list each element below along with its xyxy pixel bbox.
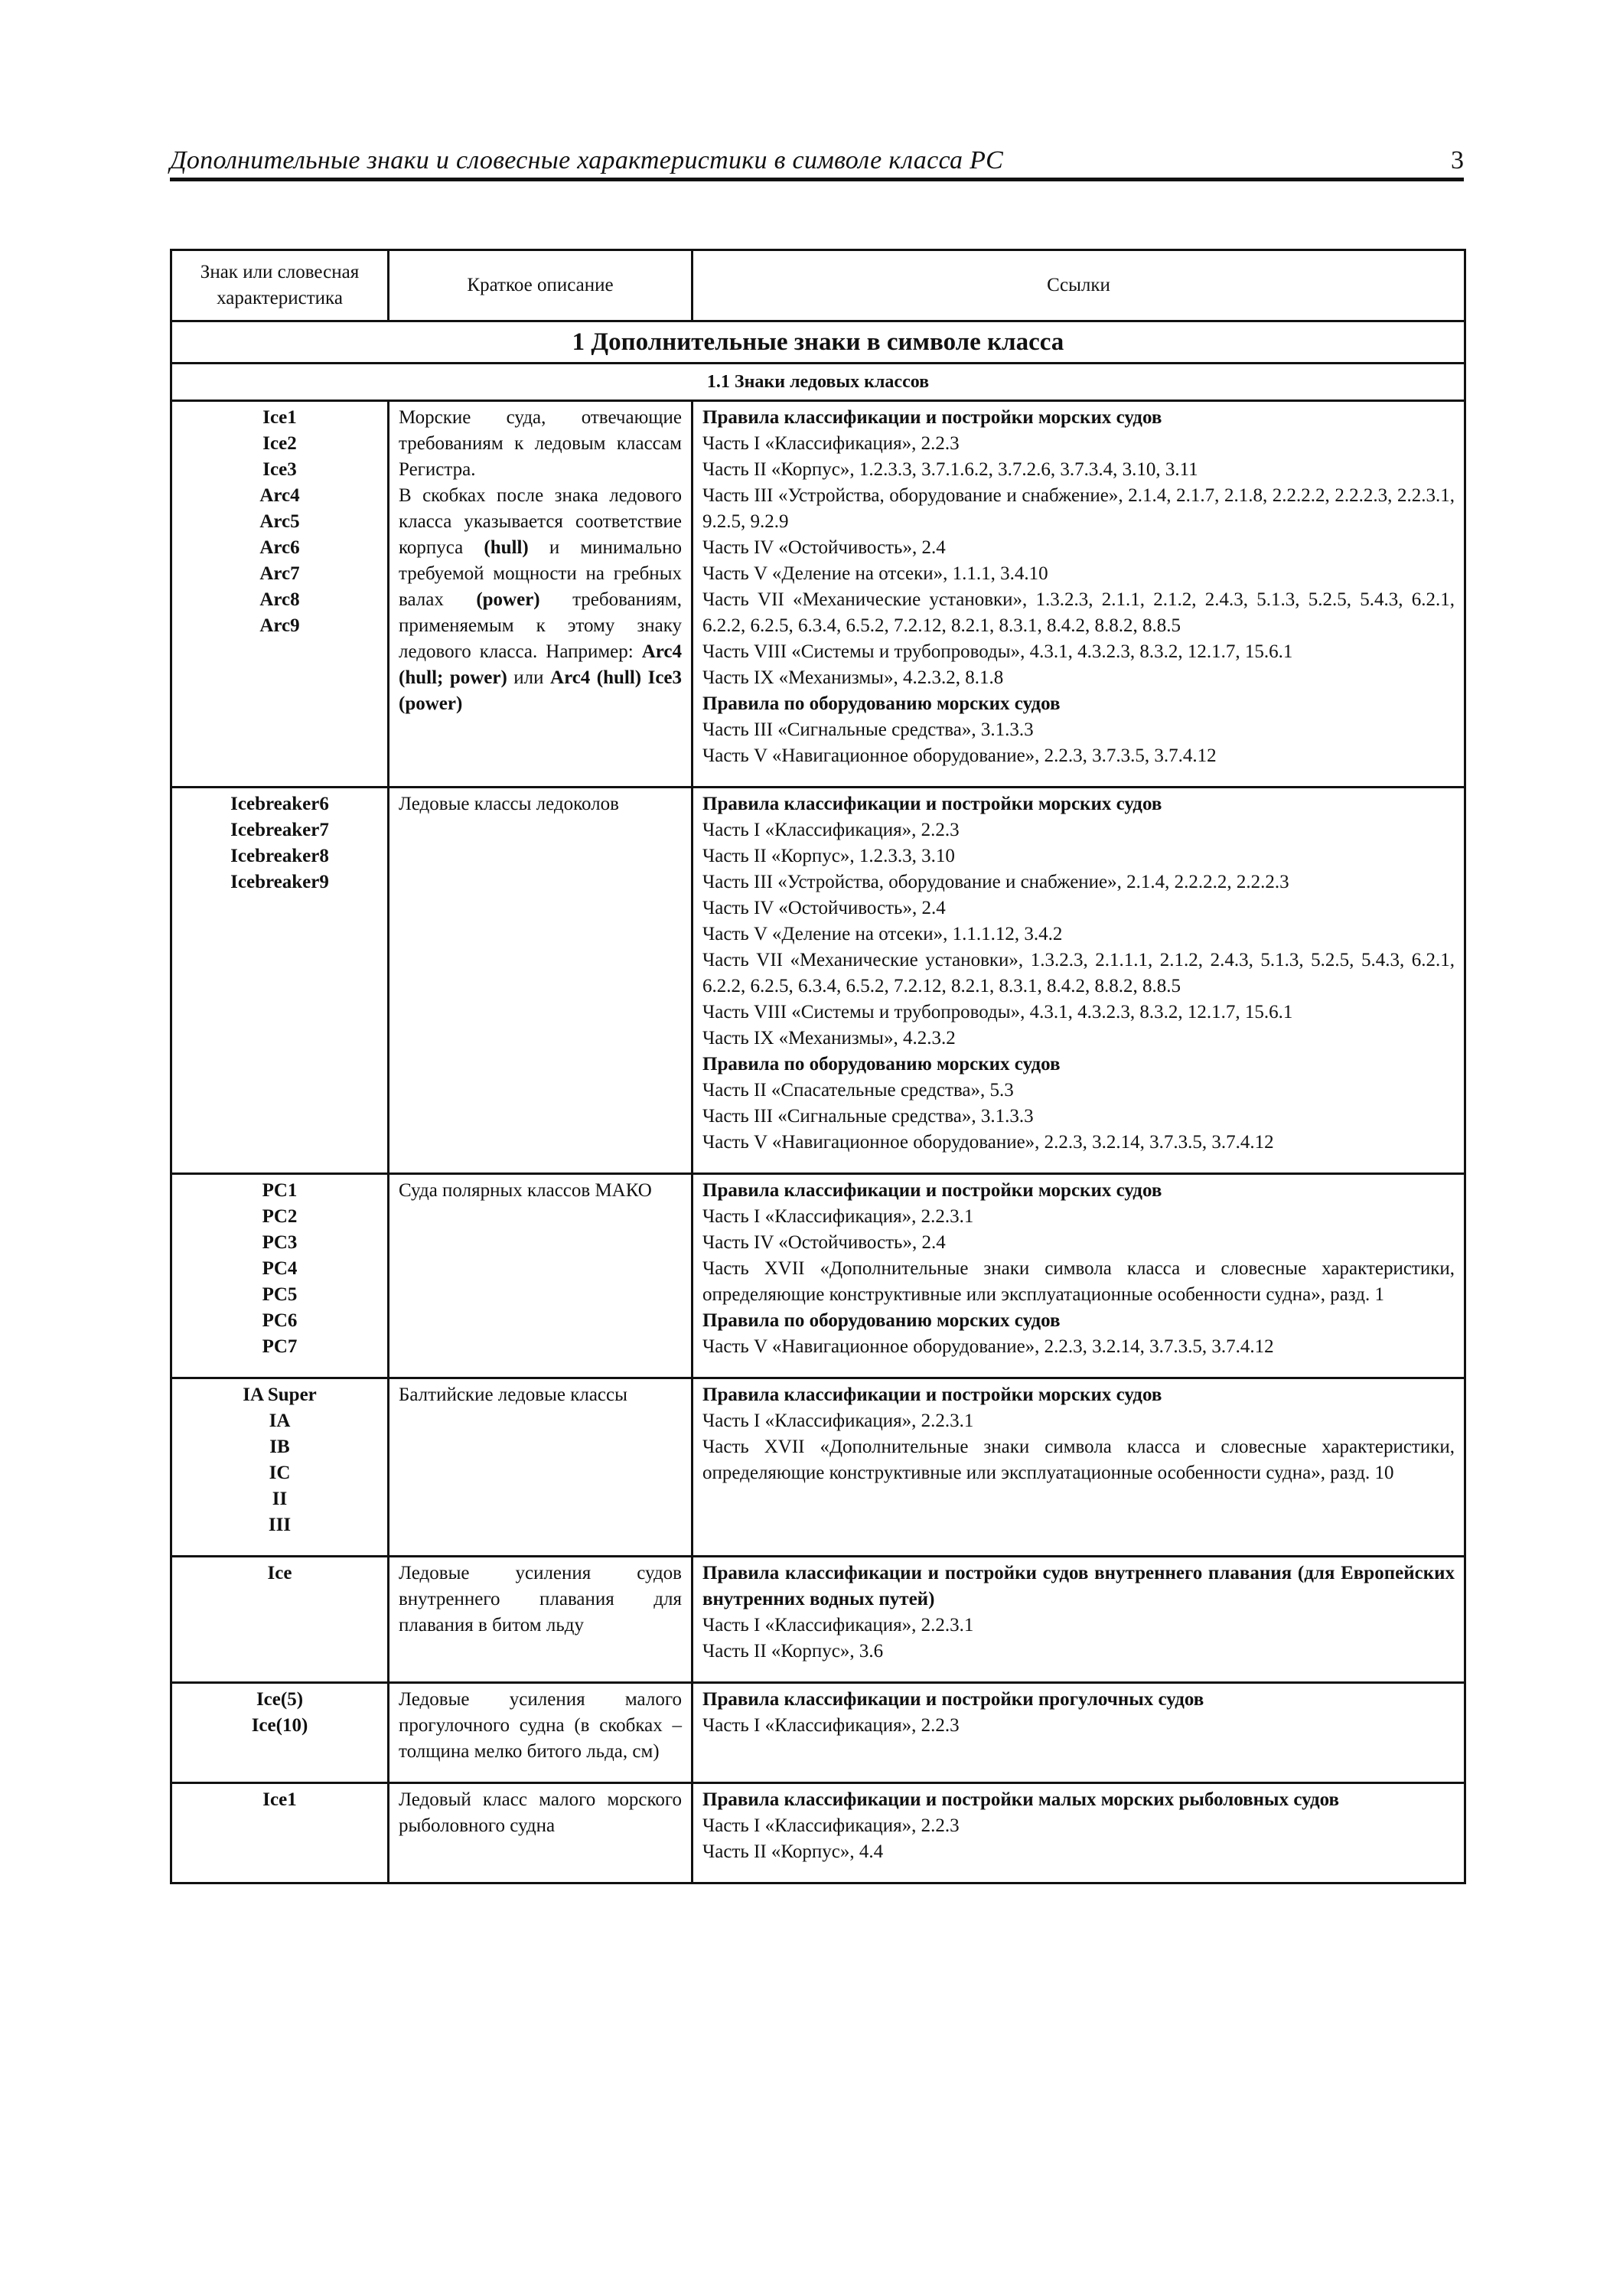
section-title: 1 Дополнительные знаки в символе класса (171, 321, 1465, 364)
mark-label: Arc6 (259, 537, 300, 558)
reference-line: Часть IV «Остойчивость», 2.4 (702, 1232, 946, 1253)
description-term: (power) (476, 589, 540, 610)
reference-line: Часть V «Деление на отсеки», 1.1.1.12, 3.4.2 (702, 924, 1063, 944)
reference-line: Часть I «Классификация», 2.2.3 (702, 820, 960, 840)
reference-line: Часть IX «Механизмы», 4.2.3.2 (702, 1028, 956, 1049)
rules-title: Правила классификации и постройки морских судов (702, 1384, 1162, 1405)
references-cell (693, 1783, 1465, 1883)
description-cell (389, 401, 693, 788)
reference-line: Часть I «Классификация», 2.2.3 (702, 1815, 960, 1836)
mark-label: Ice(10) (251, 1715, 308, 1736)
reference-line: Часть III «Устройства, оборудование и снабжение», 2.1.4, 2.1.7, 2.1.8, 2.2.2.2, 2.2.2.3, 2.2.3.1, 9.2.5, 9.2.9 (702, 485, 1455, 532)
mark-label: Icebreaker8 (230, 846, 329, 866)
marks-cell (171, 1783, 389, 1883)
reference-line: Часть XVII «Дополнительные знаки символа класса и словесные характеристики, определяющие конструктивные или эксплуатационные особенности судна», разд. 1 (702, 1258, 1455, 1305)
rules-title: Правила классификации и постройки прогулочных судов (702, 1689, 1204, 1710)
mark-label: Icebreaker7 (230, 820, 329, 840)
mark-label: IC (269, 1463, 291, 1483)
mark-label: Arc4 (259, 485, 300, 506)
mark-label: III (268, 1515, 292, 1535)
subsection-row (171, 364, 1465, 401)
mark-label: PC1 (262, 1180, 298, 1201)
reference-line: Часть I «Классификация», 2.2.3.1 (702, 1206, 974, 1227)
references-cell (693, 401, 1465, 788)
mark-label: Arc7 (259, 563, 300, 584)
description-cell: Ледовые усиления судов внутреннего плавания для плавания в битом льду (389, 1557, 693, 1683)
mark-label: II (272, 1489, 288, 1509)
description-text: или (513, 667, 544, 688)
reference-line: Часть V «Навигационное оборудование», 2.2.3, 3.2.14, 3.7.3.5, 3.7.4.12 (702, 1132, 1274, 1153)
description-cell: Балтийские ледовые классы (389, 1378, 693, 1557)
description-paragraph (399, 483, 682, 717)
marks-cell (171, 1378, 389, 1557)
description-cell: Ледовые усиления малого прогулочного судна (в скобках – толщина мелко битого льда, см) (389, 1683, 693, 1783)
description-example: Arc4 (hull) Ice3 (power) (399, 667, 683, 714)
mark-label: Arc8 (259, 589, 300, 610)
reference-line: Часть II «Корпус», 3.6 (702, 1641, 884, 1662)
table-row (171, 788, 1465, 1174)
reference-line: Часть II «Корпус», 1.2.3.3, 3.7.1.6.2, 3.7.2.6, 3.7.3.4, 3.10, 3.11 (702, 459, 1198, 480)
table-header-row (171, 250, 1465, 321)
reference-line: Часть I «Классификация», 2.2.3 (702, 433, 960, 454)
column-header-references: Ссылки (693, 250, 1465, 321)
marks-cell (171, 401, 389, 788)
header-rule (170, 178, 1464, 181)
marks-cell (171, 1683, 389, 1783)
table-row (171, 1783, 1465, 1883)
mark-label: Arc9 (259, 615, 300, 636)
description-text: В скобках после знака ледового класса указывается соответствие корпуса (399, 485, 682, 558)
rules-title: Правила по оборудованию морских судов (702, 1054, 1061, 1075)
description-paragraph: Морские суда, отвечающие требованиям к ледовым классам Регистра. (399, 407, 682, 480)
reference-line: Часть I «Классификация», 2.2.3 (702, 1715, 960, 1736)
rules-title: Правила классификации и постройки судов внутреннего плавания (для Европейских внутренних водных путей) (702, 1563, 1455, 1609)
mark-label: Arc5 (259, 511, 300, 532)
references-cell (693, 788, 1465, 1174)
references-cell (693, 1683, 1465, 1783)
reference-line: Часть IV «Остойчивость», 2.4 (702, 898, 946, 918)
column-header-mark: Знак или словесная характеристика (171, 250, 389, 321)
table-row (171, 1174, 1465, 1378)
mark-label: PC2 (262, 1206, 298, 1227)
reference-line: Часть I «Классификация», 2.2.3.1 (702, 1411, 974, 1431)
mark-label: Ice3 (262, 459, 297, 480)
description-text: требованиям, применяемым к этому знаку ледового класса. Например: (399, 589, 683, 662)
references-cell (693, 1378, 1465, 1557)
marks-table (170, 249, 1466, 1884)
section-row (171, 321, 1465, 364)
reference-line: Часть II «Корпус», 1.2.3.3, 3.10 (702, 846, 955, 866)
references-cell (693, 1557, 1465, 1683)
mark-label: PC7 (262, 1336, 298, 1357)
mark-label: PC5 (262, 1284, 298, 1305)
rules-title: Правила классификации и постройки морских судов (702, 1180, 1162, 1201)
table-row (171, 1683, 1465, 1783)
rules-title: Правила классификации и постройки морских судов (702, 407, 1162, 428)
rules-title: Правила классификации и постройки малых морских рыболовных судов (702, 1789, 1340, 1810)
reference-line: Часть III «Сигнальные средства», 3.1.3.3 (702, 1106, 1034, 1127)
reference-line: Часть II «Спасательные средства», 5.3 (702, 1080, 1014, 1101)
description-term: (hull) (484, 537, 529, 558)
mark-label: PC4 (262, 1258, 298, 1279)
subsection-title: 1.1 Знаки ледовых классов (171, 364, 1465, 401)
reference-line: Часть IV «Остойчивость», 2.4 (702, 537, 946, 558)
reference-line: Часть I «Классификация», 2.2.3.1 (702, 1615, 974, 1636)
rules-title: Правила классификации и постройки морских судов (702, 794, 1162, 814)
references-cell (693, 1174, 1465, 1378)
mark-label: Ice1 (262, 1789, 297, 1810)
reference-line: Часть V «Деление на отсеки», 1.1.1, 3.4.10 (702, 563, 1048, 584)
marks-cell (171, 1174, 389, 1378)
mark-label: IA (269, 1411, 291, 1431)
description-example: Arc4 (hull; power) (399, 641, 683, 688)
rules-title: Правила по оборудованию морских судов (702, 1310, 1061, 1331)
reference-line: Часть III «Устройства, оборудование и снабжение», 2.1.4, 2.2.2.2, 2.2.2.3 (702, 872, 1289, 892)
mark-label: Icebreaker6 (230, 794, 329, 814)
marks-cell (171, 1557, 389, 1683)
column-header-description: Краткое описание (389, 250, 693, 321)
reference-line: Часть V «Навигационное оборудование», 2.2.3, 3.2.14, 3.7.3.5, 3.7.4.12 (702, 1336, 1274, 1357)
reference-line: Часть V «Навигационное оборудование», 2.2.3, 3.7.3.5, 3.7.4.12 (702, 745, 1217, 766)
marks-cell (171, 788, 389, 1174)
rules-title: Правила по оборудованию морских судов (702, 693, 1061, 714)
table-row (171, 1378, 1465, 1557)
mark-label: IB (269, 1437, 290, 1457)
mark-label: Ice2 (262, 433, 297, 454)
page-number: 3 (1451, 146, 1464, 174)
description-cell: Суда полярных классов МАКО (389, 1174, 693, 1378)
reference-line: Часть VII «Механические установки», 1.3.2.3, 2.1.1.1, 2.1.2, 2.4.3, 5.1.3, 5.2.5, 5.4.3, 6.2.1, 6.2.2, 6.2.5, 6.3.4, 6.5.2, 7.2.12, 8.2.1, 8.3.1, 8.4.2, 8.8.2, 8.8.5 (702, 950, 1455, 996)
table-row (171, 401, 1465, 788)
reference-line: Часть II «Корпус», 4.4 (702, 1841, 884, 1862)
description-cell: Ледовый класс малого морского рыболовного судна (389, 1783, 693, 1883)
reference-line: Часть VIII «Системы и трубопроводы», 4.3.1, 4.3.2.3, 8.3.2, 12.1.7, 15.6.1 (702, 1002, 1293, 1022)
mark-label: Icebreaker9 (230, 872, 329, 892)
mark-label: IA Super (243, 1384, 317, 1405)
mark-label: Ice (267, 1563, 292, 1583)
mark-label: Ice1 (262, 407, 297, 428)
reference-line: Часть XVII «Дополнительные знаки символа класса и словесные характеристики, определяющие конструктивные или эксплуатационные особенности судна», разд. 10 (702, 1437, 1455, 1483)
reference-line: Часть III «Сигнальные средства», 3.1.3.3 (702, 719, 1034, 740)
reference-line: Часть VII «Механические установки», 1.3.2.3, 2.1.1, 2.1.2, 2.4.3, 5.1.3, 5.2.5, 5.4.3, 6.2.1, 6.2.2, 6.2.5, 6.3.4, 6.5.2, 7.2.12, 8.2.1, 8.3.1, 8.4.2, 8.8.2, 8.8.5 (702, 589, 1455, 636)
page-header-title: Дополнительные знаки и словесные характеристики в символе класса РС (170, 146, 1004, 174)
table-row (171, 1557, 1465, 1683)
description-text: и минимально требуемой мощности на гребных валах (399, 537, 683, 610)
mark-label: PC3 (262, 1232, 298, 1253)
reference-line: Часть IX «Механизмы», 4.2.3.2, 8.1.8 (702, 667, 1004, 688)
reference-line: Часть VIII «Системы и трубопроводы», 4.3.1, 4.3.2.3, 8.3.2, 12.1.7, 15.6.1 (702, 641, 1293, 662)
mark-label: PC6 (262, 1310, 298, 1331)
mark-label: Ice(5) (256, 1689, 304, 1710)
description-cell: Ледовые классы ледоколов (389, 788, 693, 1174)
